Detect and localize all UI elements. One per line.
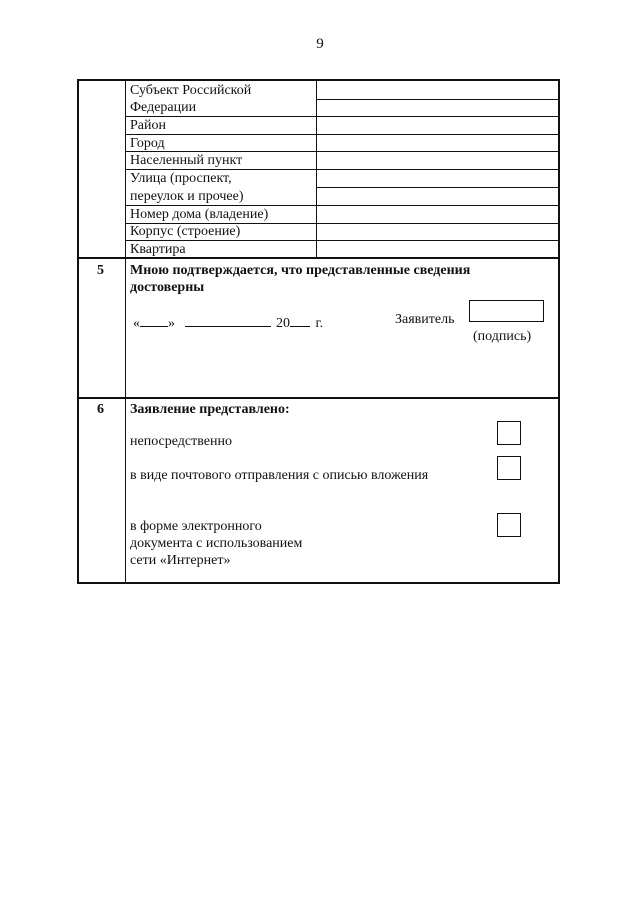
option-mail-checkbox[interactable] bbox=[497, 456, 521, 480]
section-5-heading-line1: Мною подтверждается, что представленные сведения bbox=[130, 263, 471, 278]
option-electronic-label-line1: в форме электронного bbox=[130, 519, 262, 534]
date-close-quote: » bbox=[168, 316, 175, 331]
row-divider bbox=[125, 240, 558, 241]
application-form-table bbox=[77, 79, 560, 584]
address-field-locality[interactable] bbox=[319, 153, 555, 167]
value-underline bbox=[316, 99, 558, 100]
value-underline bbox=[316, 187, 558, 188]
address-field-subject[interactable] bbox=[319, 83, 555, 97]
address-label-district: Район bbox=[130, 118, 166, 133]
address-label-house: Номер дома (владение) bbox=[130, 207, 269, 222]
address-label-building: Корпус (строение) bbox=[130, 224, 241, 239]
address-field-apartment[interactable] bbox=[319, 242, 555, 256]
option-electronic-checkbox[interactable] bbox=[497, 513, 521, 537]
option-electronic-label-line2: документа с использованием bbox=[130, 536, 303, 551]
option-in-person-checkbox[interactable] bbox=[497, 421, 521, 445]
date-month-blank[interactable] bbox=[185, 313, 271, 327]
address-label-street-line2: переулок и прочее) bbox=[130, 189, 244, 204]
page-number: 9 bbox=[316, 36, 324, 52]
address-field-street[interactable] bbox=[319, 171, 555, 185]
date-open-quote: « bbox=[133, 316, 140, 331]
date-year-blank[interactable] bbox=[290, 313, 310, 327]
section-6-heading: Заявление представлено: bbox=[130, 402, 290, 417]
option-electronic-label-line3: сети «Интернет» bbox=[130, 553, 231, 568]
number-column-divider bbox=[125, 81, 126, 582]
option-in-person-label: непосредственно bbox=[130, 434, 232, 449]
date-year-suffix: г. bbox=[315, 316, 324, 331]
date-line bbox=[133, 313, 323, 332]
applicant-label: Заявитель bbox=[395, 312, 455, 327]
row-divider bbox=[125, 134, 558, 135]
date-day-blank[interactable] bbox=[140, 313, 168, 327]
signature-box[interactable] bbox=[469, 300, 544, 322]
address-field-district[interactable] bbox=[319, 118, 555, 132]
row-divider bbox=[125, 116, 558, 117]
address-label-subject-line2: Федерации bbox=[130, 100, 197, 115]
address-field-city[interactable] bbox=[319, 136, 555, 150]
address-field-building[interactable] bbox=[319, 224, 555, 238]
address-label-subject-line1: Субъект Российской bbox=[130, 83, 252, 98]
address-label-locality: Населенный пункт bbox=[130, 153, 243, 168]
section-6-number: 6 bbox=[97, 402, 104, 417]
address-label-city: Город bbox=[130, 136, 165, 151]
section-divider bbox=[79, 397, 558, 399]
address-label-street-line1: Улица (проспект, bbox=[130, 171, 232, 186]
section-5-heading-line2: достоверны bbox=[130, 280, 205, 295]
address-field-house[interactable] bbox=[319, 207, 555, 221]
address-label-apartment: Квартира bbox=[130, 242, 186, 257]
option-mail-label: в виде почтового отправления с описью вложения bbox=[130, 468, 429, 483]
signature-caption: (подпись) bbox=[473, 329, 532, 344]
section-5-number: 5 bbox=[97, 263, 104, 278]
date-year-prefix: 20 bbox=[276, 316, 290, 331]
